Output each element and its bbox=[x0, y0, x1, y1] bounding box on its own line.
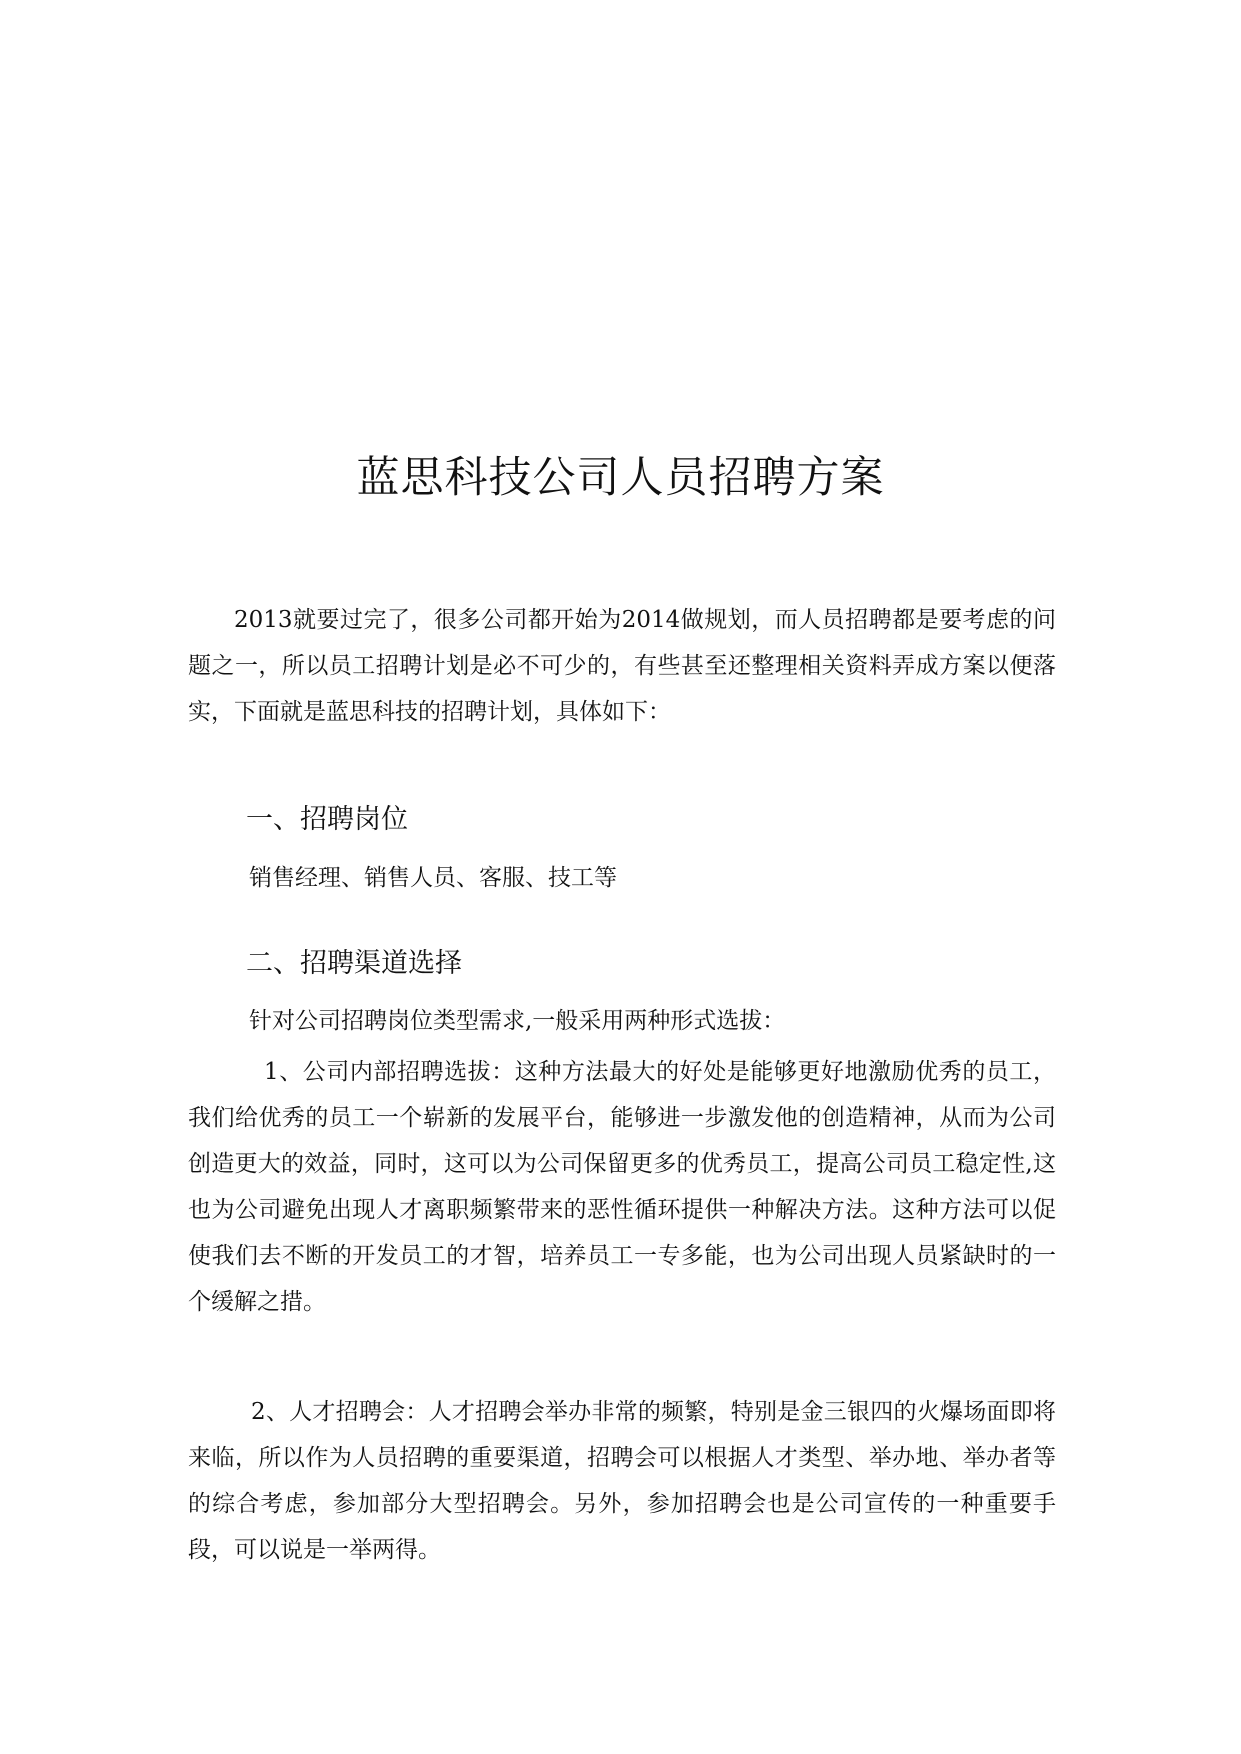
job-fair-paragraph: 2、人才招聘会：人才招聘会举办非常的频繁，特别是金三银四的火爆场面即将来临，所以作为人员招聘的重要渠道，招聘会可以根据人才类型、举办地、举办者等的综合考虑，参加部分大型招聘会。另外，参加招聘会也是公司宣传的一种重要手段，可以说是一举两得。 bbox=[188, 1399, 1056, 1563]
channels-intro-text: 针对公司招聘岗位类型需求,一般采用两种形式选拔： bbox=[249, 1008, 786, 1034]
section-heading-channels: 二、招聘渠道选择 bbox=[246, 948, 462, 979]
internal-recruitment-paragraph: 1、公司内部招聘选拔：这种方法最大的好处是能够更好地激励优秀的员工，我们给优秀的员工一个崭新的发展平台，能够进一步激发他的创造精神，从而为公司创造更大的效益，同时，这可以为公司保留更多的优秀员工，提高公司员工稳定性,这也为公司避免出现人才离职频繁带来的恶性循环提供一种解决方法。这种方法可以促使我们去不断的开发员工的才智，培养员工一专多能，也为公司出现人员紧缺时的一个缓解之措。 bbox=[188, 1059, 1056, 1315]
intro-paragraph: 2013就要过完了，很多公司都开始为2014做规划，而人员招聘都是要考虑的问题之一，所以员工招聘计划是必不可少的，有些甚至还整理相关资料弄成方案以便落实，下面就是蓝思科技的招聘计划，具体如下： bbox=[188, 607, 1056, 725]
positions-text: 销售经理、销售人员、客服、技工等 bbox=[249, 865, 617, 891]
page-title: 蓝思科技公司人员招聘方案 bbox=[356, 453, 885, 503]
section-heading-positions: 一、招聘岗位 bbox=[246, 804, 408, 835]
